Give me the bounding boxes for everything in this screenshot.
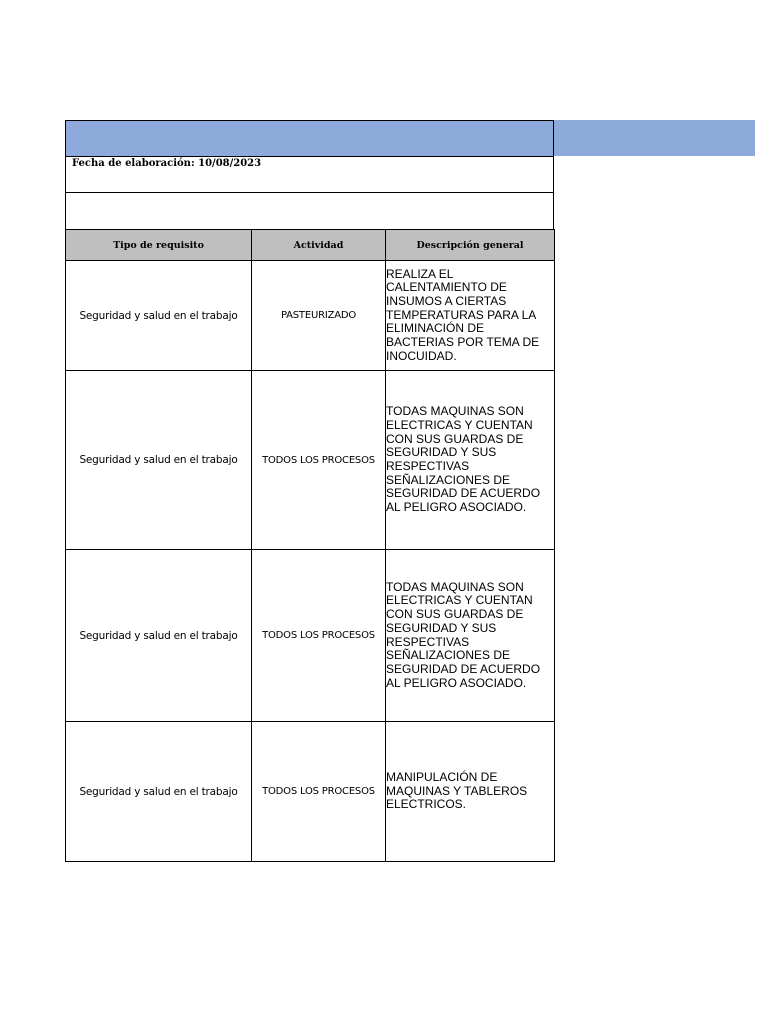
header-tipo: Tipo de requisito [66,230,252,261]
blank-row [65,193,554,229]
table-row [66,371,555,550]
cell-descripcion: TODAS MAQUINAS SON ELECTRICAS Y CUENTAN CON SUS GUARDAS DE SEGURIDAD Y SUS RESPECTIVAS SEÑALIZACIONES DE SEGURIDAD DE ACUERDO AL PELIGRO ASOCIADO. [386,550,555,722]
cell-tipo: Seguridad y salud en el trabajo [66,550,252,722]
cell-descripcion: MANIPULACIÓN DE MAQUINAS Y TABLEROS ELECTRICOS. [386,722,555,862]
cell-actividad: TODOS LOS PROCESOS [252,722,386,862]
table-row [66,261,555,371]
cell-tipo: Seguridad y salud en el trabajo [66,722,252,862]
requirements-table [65,229,555,862]
cell-descripcion: TODAS MAQUINAS SON ELECTRICAS Y CUENTAN CON SUS GUARDAS DE SEGURIDAD Y SUS RESPECTIVAS SEÑALIZACIONES DE SEGURIDAD DE ACUERDO AL PELIGRO ASOCIADO. [386,371,555,550]
date-row [65,156,554,193]
cell-tipo: Seguridad y salud en el trabajo [66,371,252,550]
table-row [66,550,555,722]
header-actividad: Actividad [252,230,386,261]
title-row [65,120,554,156]
date-label: Fecha de elaboración: 10/08/2023 [72,158,262,169]
table-row [66,722,555,862]
cell-descripcion: REALIZA EL CALENTAMIENTO DE INSUMOS A CIERTAS TEMPERATURAS PARA LA ELIMINACIÓN DE BACTERIAS POR TEMA DE INOCUIDAD. [386,261,555,371]
table-header-row [66,230,555,261]
header-descripcion: Descripción general [386,230,555,261]
cell-tipo: Seguridad y salud en el trabajo [66,261,252,371]
cell-actividad: TODOS LOS PROCESOS [252,371,386,550]
cell-actividad: PASTEURIZADO [252,261,386,371]
cell-actividad: TODOS LOS PROCESOS [252,550,386,722]
requirements-sheet [65,120,554,862]
